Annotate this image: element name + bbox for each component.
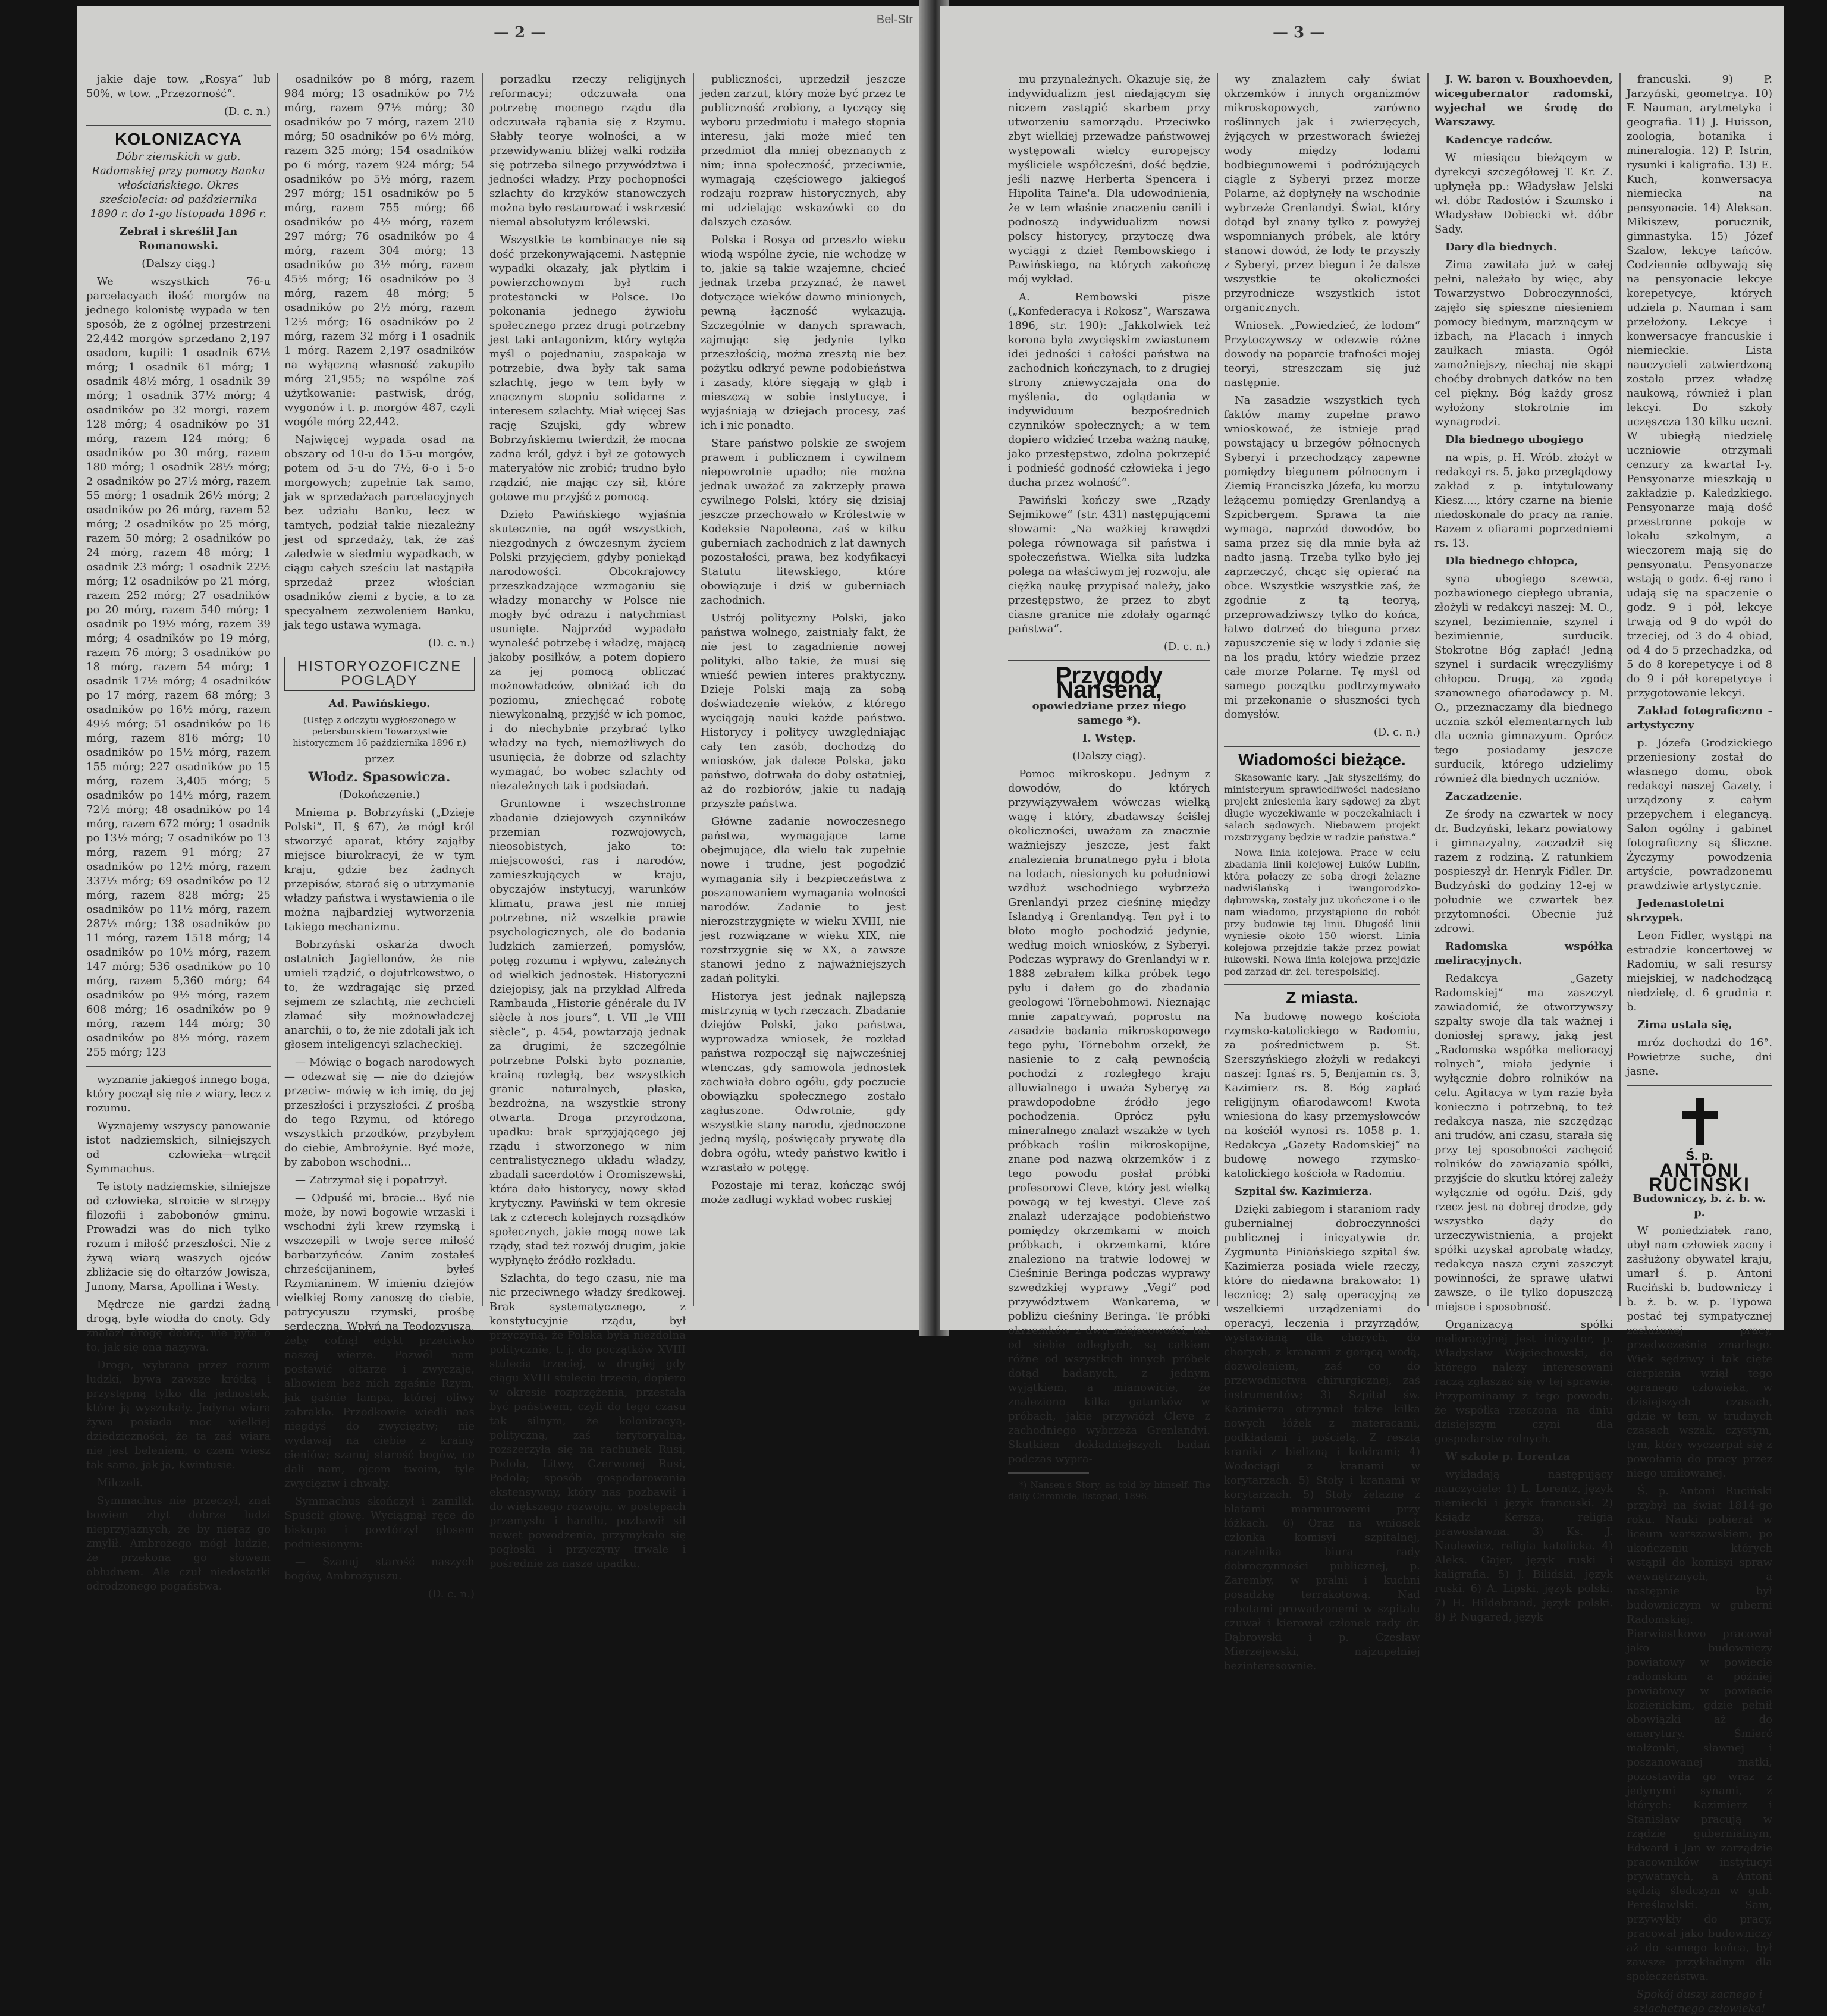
paragraph: We wszystkich 76-u parcelacyach ilość morgów na jednego kolonistę wypada w ten sposób, że z ogólnej przestrzeni 22,442 morgów sprzedano 2,197 osadom, kupili: 1 osadnik 67½ mórg; 1 osadnik 61 mórg; 1 osadnik 48½ mórg, 1 osadnik 39 mórg; 1 osadnik 37½ mórg; 4 osadników po 32 morgi, razem 128 mórg; 4 osadników po 31 mórg, razem 124 mórg; 6 osadników po 30 mórg, razem 180 mórg; 1 osadnik 28½ mórg; 2 osadników po 27½ mórg, razem 55 mórg; 1 osadnik 26½ mórg; 2 osadników po 26 mórg, razem 52 mórg; 2 osadników po 25 mórg, razem 50 mórg; 2 osadników po 24 mórg, razem 48 mórg; 1 osadnik 23 mórg; 1 osadnik 22½ mórg; 12 osadników po 21 mórg, razem 252 mórg; 27 osadników po 20 mórg, razem 540 mórg; 1 osadnik po 19½ mórg, razem 39 mórg; 4 osadników po 19 mórg, razem 76 mórg; 3 osadników po 18 mórg, razem 54 mórg; 1 osadnik 17½ mórg; 4 osadników po 17 mórg, razem 68 mórg; 3 osadników po 16½ mórg, razem 49½ mórg; 51 osadników po 16 mórg, razem 816 mórg; 10 osadników po 15½ mórg, razem 155 mórg; 227 osadników po 15 mórg, razem 3,405 mórg; 5 osadników po 14½ mórg, razem 72½ mórg; 48 osadników po 14 mórg, razem 672 mórg; 1 osadnik po 13½ mórg; 7 osadników po 13 mórg, razem 91 mórg; 27 osadników po 12½ mórg, razem 337½ mórg; 69 osadników po 12 mórg, razem 828 mórg; 25 osadników po 11½ mórg, razem 287½ mórg; 138 osadników po 11 mórg, razem 1518 mórg; 14 osadników po 10½ mórg, razem 147 mórg; 536 osadników po 10 mórg, razem 5,360 mórg; 64 osadników po 9½ mórg, razem 608 mórg; 16 osadników po 9 mórg, razem 144 mórg; 30 osadników po 8½ mórg, razem 255 mórg; 123 xyxy=(86,275,271,1059)
paragraph: publiczności, uprzedził jeszcze jeden zarzut, który może być przez te publiczność zrobiony, a tyczący się wyboru przedmiotu i małego stopnia interesu, jaki może mieć ten przedmiot dla mniej obeznanych z nim; inna społeczność, przeciwnie, wymagają częściowego jakiegoś rodzaju rozpraw historycznych, aby mi udzielając wskazówki co do dalszych czasów. xyxy=(701,73,906,228)
column-3 xyxy=(1434,73,1613,1624)
paragraph: Najwięcej wypada osad na obszary od 10-u do 15-u morgów, potem od 5-u do 7½, 6-o i 5-o morgowych; zupełnie tak samo, jak w sprzedażach parcelacyjnych bez udziału Banku, lecz w tamtych, podział takie niezależny jest od sprzedaży, tak, że zaś zaledwie w siedmiu wypadkach, w ciągu całych sześciu lat nastąpiła sprzedaż przez włościan osadników ziemi z bycie, a to za specyalnem zezwoleniem Banku, jak tego ustawa wymaga. xyxy=(284,434,475,632)
section-heading: Z miasta. xyxy=(1286,988,1358,1007)
paragraph: wy znalazłem cały świat okrzemków i innych organizmów mikroskopowych, zarówno roślinnych jak i zwierzęcych, żyjących w przestworach świeżej wody między lodami bodbiegunowemi i podróżujących ciągle z Syberyi przez morze Polarne, aż dopłynęły na wschodnie wybrzeże Grenlandyi. Świat, który dotąd był znany tylko z powyżej wspomnianych próbek, ale który stanowi dowód, że lody te przyszły z Syberyi, przez biegun i że dalsze wszystkie te okoliczności przyrodnicze wszystkich istot organicznych. xyxy=(1224,73,1420,314)
obituary-name: ANTONI RUCIŃSKI xyxy=(1649,1160,1750,1195)
paragraph: Ustrój polityczny Polski, jako państwa wolnego, zaistniały fakt, że nie jest to zagadnienie nowej polityki, albo takie, że musi się wnieść pewien interes praktyczny. Dzieje Polski mają za sobą doświadczenie wieków, z którego wyciągają nauki każde państwo. Historycy i politycy uwzględniając cały ten zasób, dochodzą do wniosków, jak dalece Polska, jako państwo, dotrwała do doby ostatniej, aż do rozbiorów, jakie tu nadają przyszłe państwa. xyxy=(701,612,906,810)
column-rule xyxy=(1217,73,1218,1306)
paragraph: Dzięki zabiegom i staraniom rady gubernialnej dobroczynności publicznej i inicyatywie dr. Zygmunta Piniańskiego szpital św. Kazimierza posiada wiele rzeczy, które do niedawna brakowało: 1) lecznicę; 2) salę operacyjną ze wszelkiemi urządzeniami do operacyi, leczenia i przyrządów, wystawianą dla chorych, do chorych, z kranami z gorącą wodą, dozwoleniem, zaś co do przewodnictwa chirurgicznej, zaś instrumentów; 3) Szpital św. Kazimierza otrzymał także kilka nowych łóżek z materacami, podkładami i pościelą. Z resztą kraniki z bielizną i kołdrami; 4) Wodociągi z kranami w korytarzach. 5) Stoły i kranami w korytarzach. 5) Stoły żelazne z blatami marmurowemi przy łóżkach. 6) Oraz na wniosek członka komisyi szpitalnej, naczelnika biura rady dobroczynności publicznej, p. Zaremby, w pralni i kuchni posadzkę terrakotową. Nad robotami prowadzonemi w szpitalu czuwał i kierował członek rady dr. Dąbrowski i p. Czesław Mierzejewski, najzupełniej bezinteresownie. xyxy=(1224,1203,1420,1672)
paragraph: — Szanuj starość naszych bogów, Ambrożyuszu. xyxy=(284,1556,475,1582)
paragraph: Te istoty nadziemskie, silniejsze od człowieka, stroicie w strzępy filozofii i zabobonów gminu. Prowadzi was do nich tylko rozum i miłość przeszłości. Nie z żywą wiarą waszych ojców zbliżacie się do ołtarzów Jowisza, Junony, Marsa, Apollina i Westy. xyxy=(86,1180,271,1293)
item-heading: Dary dla biednych. xyxy=(1445,241,1558,253)
paragraph: syna ubogiego szewca, pozbawionego ciepłego ubrania, złożyli w redakcyi naszej: M. O., szynel, bezimiennie, szynel i bezimiennie, surducik. Stokrotne Bóg zapłać! Jedną szynel i surdacik wręczyliśmy chłopcu. Drugą, za zgodą szanownego ofiarodawcy p. M. O., przeznaczamy dla biednego ucznia szkół elementarnych lub dla ucznia gimnazyum. Oprócz tego posiadamy jeszcze surducik, którego udzielimy również dla biednych uczniów. xyxy=(1434,573,1613,785)
paragraph: Organizacyą spółki melioracyjnej jest inicyator, p. Władysław Wojciechowski, do którego należy interesowani raczą zgłaszać się w tej sprawie. Przypominamy z tego powodu, że współka rzeczona na dniu dzisiejszym czyni dla gospodarstw rolnych. xyxy=(1434,1318,1613,1445)
section-title: I. Wstęp. xyxy=(1082,732,1136,745)
divider xyxy=(1224,984,1420,985)
paragraph: Szlachta, do tego czasu, nie ma nic przeciwnego władzy średkowej. Brak systematycznego, z konstytucyjnie rządu, był przyczyną, że Polska była niezdolna politycznie, t. j. do początków XVIII stulecia trzeciej, w drugiej gdy ciągu XVIII stulecia trzecia, dopiero w okresie rozprzężenia, przestała być państwem, czyli do tego czasu tak silnym, że kolonizacyą, polityczną, zaś terytoryalną, rozszerzyła się na rachunek Rusi, Podola, Litwy, Czerwonej Rusi, Podola; sposób gospodarowania ekstensywny, który nas pozbawił i do większego rozwoju, w postępach przemysłu i handlu, pozbawił sił nawet powodzenia, przymykało się pogłoski i przyczyny trwale i pośrednie za nasze upadku. xyxy=(489,1272,686,1570)
paragraph: Ze środy na czwartek w nocy dr. Budzyński, lekarz powiatowy i gimnazyalny, zaczadził się razem z rodziną. Z ratunkiem pospieszył dr. Henryk Fidler. Dr. Budzyński do godziny 12-ej w południe we czwartek bez przytomności. Obecnie już zdrowi. xyxy=(1434,808,1613,935)
paragraph: Leon Fidler, wystąpi na estradzie koncertowej w Radomiu, w sali resursy miejskiej, w nadchodzącą niedzielę, d. 6 grudnia r. b. xyxy=(1627,930,1772,1013)
paragraph: A. Rembowski pisze („Konfederacya i Rokosz“, Warszawa 1896, str. 190): „Jakkolwiek też korona była zwycięskim zwiastunem idei jedności i całości państwa na zachodnich kończynach, to z drugiej strony zniewyczajała ona do myślenia, do oglądania w indywiduum bezpośrednich czynników społecznych; a w tem dopiero widzieć trzeba ważną naukę, jako przestępstwo, zdolna pokrzepić i podnieść godność człowieka i jego ducha przez wolność“. xyxy=(1008,291,1210,489)
paragraph: Droga, wybrana przez rozum ludzki, bywa zawsze krótką i przystępną tylko dla jednostek, które ją wyszukały. Jedyna wiara żywa posiada moc wielkiej dziedziczności, że ta zaś wiara nie jest beleniem, o czem wiesz tak samo, jak ja, Kwintusie. xyxy=(86,1359,271,1471)
paragraph: Główne zadanie nowoczesnego państwa, wymagające tame obejmujące, dla wielu tak zupełnie nowe i trudne, jest pogodzić wymagania siły i bezpieczeństwa z poszanowaniem wymagania wolności narodów. Zadanie to jest nierozstrzygnięte w wieku XVIII, nie jest rozwiązane w wieku XIX, nie rozstrzygnie się w XX, a zawsze stanowi jedno z najważniejszych zadań polityki. xyxy=(701,815,906,985)
column-4 xyxy=(1627,73,1772,2015)
paragraph: Redakcya „Gazety Radomskiej“ ma zaszczyt zawiadomić, że otworzywszy szpalty swoje dla tak ważnej i doniosłej sprawy, jaką jest „Radomska współka melioracyj rolnych“, miała jedynie i wyłącznie dobro rolników na celu. Agitacya w tym razie była konieczna i potrzebną, to też redakcya nasza, nie szczędząc ani trudów, ani czasu, starała się przy tej sposobności zachęcić rolników do zawiązania spółki, przyjście do skutku której zależy wyłącznie od ogółu. Dziś, gdy rzecz jest na dobrej drodze, gdy wszystko dąży do urzeczywistnienia, a projekt spółki uzyskał aprobatę władzy, redakcya nasza czyni zaszczyt powinności, że sprawę ułatwi zawsze, o ile tylko dopuszczą miejsce i sposobność. xyxy=(1434,972,1613,1313)
paragraph: — Zatrzymał się i popatrzył. xyxy=(295,1174,448,1186)
paragraph: W miesiącu bieżącym w dyrekcyi szczegółowej T. Kr. Z. upłynęła pp.: Władysław Jelski wł. dóbr Radostów i Szumsko i Władysław Dobiecki wł. dóbr Sady. xyxy=(1434,152,1613,235)
paragraph: — Odpuść mi, bracie... Być nie może, by nowi bogowie wrzaski i wschodni żyli krew rzymską i wszczepili w twoje serce miłość barbarzyńców. Zanim zostałeś chrześcijaninem, byłeś Rzymianinem. W imieniu dziejów wielkiej Romy zanoszę do ciebie, patrycyuszu rzymski, prośbę serdeczną. Wpłyń na Teodozyusza, żeby cofnął edykt przeciwko naszej wierze. Pozwól nam postawić ołtarze i zwyczaje, albowiem bez nich zgaśnie Rzym, jak gaśnie lampa, której oliwy zabrakło. Przodkowie wiedli nas niegdyś do zwycięztw; nie wydawaj na ciebie z krainy cieniów; szanuj starość bogów, co dali nam, ojcom twoim, tyle zwycięztw i chwały. xyxy=(284,1192,475,1490)
paragraph: Pawiński kończy swe „Rządy Sejmikowe“ (str. 431) następującemi słowami: „Na ważkiej krawędzi polega równowaga sił państwa i społeczeństwa. Wielka siła ludzka polega na właściwym jej rozwoju, ale ciężką naukę przypisać należy, jako przestępstwo, że przez to zbyt ciasne granice nie zdołały ogarnąć państwa“. xyxy=(1008,494,1210,635)
right-page xyxy=(940,6,1784,2015)
article-subtitle: opowiedziane przez niego samego *). xyxy=(1032,700,1186,727)
paragraph: Mędrcze nie gardzi żadną drogą, byle wiodła do cnoty. Gdy znalazł drogę dobrą, nie pyta o to, jak się ona nazywa. xyxy=(86,1298,271,1354)
divider xyxy=(1224,746,1420,747)
continuation-note: (Dalszy ciąg.) xyxy=(142,258,215,270)
column-rule xyxy=(1619,73,1621,1306)
footnote: *) Nansen's Story, as told by himself. The daily Chronicle, listopad, 1896. xyxy=(1008,1480,1210,1502)
section-heading: Wiadomości bieżące. xyxy=(1238,750,1406,769)
article-title: Przygody Nansena, xyxy=(1055,662,1163,703)
divider xyxy=(86,1066,271,1067)
news-item: Nowa linia kolejowa. Prace w celu zbadania linii kolejowej Łuków Lublin, która połączy ze sobą drogi żelazne nadwiślańską i iwangorodzko-dąbrowską, zostały już ukończone i o ile nam wiadomo, przystąpiono do robót przy budowie tej linii. Długość linii wyniesie około 150 wiorst. Linia kolejowa przejdzie także przez powiat łukowski. Nowa linia kolejowa przejdzie pod zarząd dr. żel. terespolskiej. xyxy=(1224,847,1420,977)
paragraph: Pozostaje mi teraz, kończąc swój może zadługi wykład wobec ruskiej xyxy=(701,1179,906,1206)
obituary-closing: Spokój duszy zacnego i szlachetnego człowieka! xyxy=(1633,1988,1766,2015)
signature: (D. c. n.) xyxy=(224,105,271,118)
column-1 xyxy=(1008,73,1210,1502)
byline-author: Włodz. Spasowicza. xyxy=(308,770,451,785)
item-heading: Zaczadzenie. xyxy=(1445,790,1522,803)
column-2 xyxy=(284,73,475,1600)
paragraph: francuski. 9) P. Jarzyński, geometrya. 10) F. Nauman, arytmetyka i geografia. 11) J. Huisson, zoologia, botanika i mineralogia. 12) P. Istrin, rysunki i kaligrafia. 13) E. Kuch, konwersacya niemiecka na pensyonacie. 14) Aleksan. Mikiszew, porucznik, gimnastyka. 15) Józef Szalow, lekcye tańców. Codziennie odbywają się na pensyonacie lekcye korepetycye, których udziela p. Nauman i sam przełożony. Lekcye i konwersacye francuskie i niemieckie. Lista nauczycieli zatwierdzoną została przez władzę naukową, również i plan lekcyi. Do szkoły uczęszcza 130 kilku uczni. W ubiegłą niedzielę uczniowie otrzymali cenzury za kwartał I-y. Pensyonarze mieszkają u zakładzie p. Kaledzkiego. Pensyonarze mają dość przestronne pokoje w lokalu szkolnym, a wieczorem mają się do pensyonatu. Pensyonarze wstają o godz. 6-ej rano i udają się na spaczenie o godz. 9 i pół, lekcye trwają od 9 do wpół do trzeciej, od 3 do 4 obiad, od 4 do 5 przechadzka, od 5 do 8 korepetycye i od 8 do 9 i pół korepetycye i przygotowanie lekcyi. xyxy=(1627,73,1772,699)
paragraph: Bobrzyński oskarża dwoch ostatnich Jagiellonów, że nie umieli rządzić, o dojutrkowstwo, o to, że wzdragając się przed sejmem ze szlachtą, nie zechcieli zlamać siły możnowładczej anarchii, o to, że nie zdołali jak ich głosem inteligencyi szlacheckiej. xyxy=(284,938,475,1051)
paragraph: Symmachus skończył i zamilkł. Spuścił głowę. Wyciągnął ręce do biskupa i powtórzył głosem podniesionym: xyxy=(284,1495,475,1550)
item-heading: Kadencye radców. xyxy=(1445,134,1553,146)
paragraph: p. Józefa Grodzickiego przeniesiony został do własnego domu, obok redakcyi naszej Gazety, i urządzony z całym przepychem i elegancyą. Salon ogólny i gabinet fotograficzny są śliczne. Życzymy powodzenia artyście, powradzonemu prawdziwie artystycznie. xyxy=(1627,737,1772,892)
continuation-note: (Dalszy ciąg). xyxy=(1072,750,1146,762)
byline-prefix: przez xyxy=(365,753,394,765)
paragraph: wyznanie jakiegoś innego boga, który począł się nie z wiary, lecz z rozumu. xyxy=(86,1073,271,1114)
item-heading: Jedenastoletni skrzypek. xyxy=(1627,897,1724,924)
page-number: — 3 — xyxy=(1273,24,1326,42)
paragraph: Polska i Rosya od przeszło wieku wiodą wspólne życie, nie wchodzę w to, jakie są takie wzajemne, chcieć jednak trzeba przyznać, że nawet dotyczące wieków dawno minionych, pewną łączność wykazują. Szczególnie w danych sprawach, zajmując się jedynie tylko przeszłością, można zresztą nie bez pożytku odkryć pewne podobieństwa i zasady, które sięgają w głąb i mieszczą w sobie instytucye, i wyjaśniają w dziejach procesy, zaś ich i nic ponadto. xyxy=(701,234,906,432)
item-heading: W szkole p. Lorentza xyxy=(1445,1450,1570,1463)
paragraph: mróz dochodzi do 16°. Powietrze suche, dni jasne. xyxy=(1627,1037,1772,1078)
page-number: — 2 — xyxy=(494,24,547,42)
obituary-prefix: Ś. p. xyxy=(1685,1148,1713,1163)
column-rule xyxy=(277,73,278,1306)
paragraph: mu przynależnych. Okazuje się, że indywidualizm jest niedającym się niczem zastąpić skarbem przy utworzeniu samorządu. Przeciwko zbyt wielkiej przewadze państwowej występowali wielcy europejscy myśliciele współcześni, dość będzie, jeśli nazwę Herberta Spencera i Hipolita Taine'a. Dla udowodnienia, że w tem właśnie znaczeniu cenili i podnoszą indywidualizm nowsi polscy historycy, przytoczę dwa wyciągi z dzieł Rembowskiego i Pawińskiego, na których zakończę mój wykład. xyxy=(1008,73,1210,285)
section-heading-box: HISTORYOZOFICZNE POGLĄDY xyxy=(284,657,475,691)
item-heading: Szpital św. Kazimierza. xyxy=(1235,1185,1373,1198)
column-rule xyxy=(1427,73,1429,1306)
paragraph: Zima zawitała już w całej pełni, należało by więc, aby Towarzystwo Dobroczynności, zajęło się spieszne niesieniem pomocy biednym, marznącym w izbach, na Placach i innych zaułkach miasta. Ogół zamożniejszy, niechaj nie skąpi choćby drobnych datków na ten cel piękny. Bóg każdy grosz wyłożony stokrotnie im wynagrodzi. xyxy=(1434,259,1613,428)
item-heading: Dla biednego ubogiego xyxy=(1445,434,1584,446)
paragraph: W poniedziałek rano, ubył nam człowiek zacny i zasłużony obywatel kraju, umarł ś. p. Antoni Ruciński b. budowniczy i b. ż. b. w. p. Typowa postać tej sympatycznej zasłużonej pracy, przedwcześnie zmarłego. Wiek sędziwy i tak cięte cierpienia wziął tego ogranego człowieka, w dzisiejszych czasach, gdzie w tem, w trudnych czasach wszak, czystym, tym, który wyczerpał się z powołania do pracy przez niego umiłowanej. xyxy=(1627,1224,1772,1480)
paragraph: Milczeli. xyxy=(97,1477,143,1489)
paragraph: Stare państwo polskie ze swojem prawem i publicznem i cywilnem niepowrotnie upadło; nie można jednak uważać za zakrzepły prawa cywilnego Polski, który się dzisiaj jeszcze przechowało w Królestwie w Kodeksie Napoleona, zaś w kilku guberniach zachodnich z lat dawnych pozostałości, prawa, bez kodyfikacyi Statutu litewskiego, które obowiązuje i dziś w guberniach zachodnich. xyxy=(701,437,906,607)
column-3 xyxy=(489,73,686,1570)
divider xyxy=(1008,660,1210,661)
column-rule xyxy=(693,73,694,1306)
cross-icon xyxy=(1682,1098,1718,1145)
paragraph: porzadku rzeczy religijnych reformacyi; odczuwała ona potrzebę mocnego rządu dla odczuwała rąbania się z Rzymu. Słabły teorye wolności, a w przewidywaniu bliżej walki rodziła się potrzeba silnego przywództwa i jedności władzy. Przy pochopności szlachty do krzyków stanowczych można było restaurować i wskrzesić niemal absolutyzm królewski. xyxy=(489,73,686,228)
item-heading: Dla biednego chłopca, xyxy=(1445,555,1578,567)
paragraph: Na budowę nowego kościoła rzymsko-katolickiego w Radomiu, za pośrednictwem p. St. Szerszyńskiego złożyli w redakcyi naszej: Ignaś rs. 5, Benjamin rs. 3, Kazimierz rs. 8. Bóg zapłać religijnym ofiarodawcom! Kwota wniesiona do kasy przemysłowców na kościół wynosi rs. 1058 p. 1. Redakcya „Gazety Radomskiej“ na budowę nowego rzymsko-katolickiego kościoła w Radomiu. xyxy=(1224,1010,1420,1180)
article-title: KOLONIZACYA xyxy=(115,130,242,148)
signature: (D. c. n.) xyxy=(1163,640,1210,653)
paragraph: na wpis, p. H. Wrób. złożył w redakcyi rs. 5, jako przeglądowy zakład z p. intytulowany Kiesz...., który czarne na bienie niedoskonale do pracy na ranie. Razem z ofiarami poprzedniemi rs. 13. xyxy=(1434,451,1613,549)
article-lead: Dóbr ziemskich w gub. Radomskiej przy pomocy Banku włościańskiego. Okres sześciolecia: od października 1890 r. do 1-go listopada 1896 r. xyxy=(90,150,267,220)
signature: (D. c. n.) xyxy=(428,637,475,649)
paragraph: Na zasadzie wszystkich tych faktów mamy zupełne prawo wnioskować, że istnieje prąd powstający u brzegów północnych Syberyi i przechodzący zapewne pomiędzy biegunem północnym i Ziemią Franciszka Józefa, ku morzu leżącemu pomiędzy Grenlandyą a Szpicbergem. Sprawa ta nie wymaga, naprzód dowodów, bo sama przez się dla mnie była aż nadto jasną. Trzeba tylko było jej zaprzeczyć, chcąc się opierać na obce. Wszystkie wszystkie zaś, że zgodnie z tą teoryą, przeprowadziwszy tylko do końca, łatwo dotrzeć do bieguna przez zapuszczenie się w lody i zdanie się na los prądu, który wiedzie przez całe morze Polarne. Tę myśl od samego początku podtrzymywało mi przekonanie o słuszności tych domysłów. xyxy=(1224,394,1420,721)
column-2 xyxy=(1224,73,1420,1672)
left-page xyxy=(77,6,925,1600)
news-item: Skasowanie kary. „Jak słyszeliśmy, do ministeryum sprawiedliwości nadesłano projekt zniesienia kary sądowej za zbyt długie wyczekiwanie w poczekalniach i salach sądowych. Niebawem projekt rozstrzygany będzie w radzie państwa.“ xyxy=(1224,772,1420,843)
paragraph: Wyznajemy wszyscy panowanie istot nadziemskich, silniejszych od człowieka—wtrącił Symmachus. xyxy=(86,1120,271,1175)
paragraph: Pomoc mikroskopu. Jednym z dowodów, do których przywiązywałem wówczas wielką wagę i który, zbadawszy ściślej okoliczności, uważam za znacznie ważniejszy jeszcze, jest fakt znalezienia brunatnego pyłu i błota na lodach, niesionych ku południowi wzdłuż wschodniego wybrzeża Grenlandyi przez cieśninę między Islandyą i Grenlandyą. Ten pył i to błoto mogło pochodzić jedynie, według moich wniosków, z Syberyi. Podczas wyprawy do Grenlandyi w r. 1888 zebrałem kilka próbek tego pyłu i dałem go do zbadania geologowi Törnebohmowi. Nieznając mnie zapatrywań, poprostu na zasadzie badania mikroskopowego tego pyłu, Törnebohm orzekł, że nasienie to z całą pewnością pochodzi z rozległego kraju alluwialnego i uważa Syberyę za prawdopodobne źródło jego pochodzenia. Oprócz pyłu mineralnego znalazł wszakże w tych próbkach roślin mikroskopijne, znane pod nazwą okrzemków i z tego powodu posłał próbki profesorowi Cleve, który jest wielką powagą w tej kwestyi. Cleve zaś znalazł uderzające podobieństwo pomiędzy okrzemkami w moich próbkach, i okrzemkami, które znaleziono na tratwie lodowej w Cieśninie Beringa podczas wyprawy szwedzkiej wyprawy „Vegi“ pod przywództwem Wankarema, w pobliżu cieśniny Beringa. Te próbki okrzemków z dwu miejscowości, tak od siebie odległych, są całkiem różne od wszystkich innych próbek dotąd badanych, z jednym wyjątkiem, a mianowicie, że znaleziono kilka gatunków w próbach, jakie przywiózł Cleve z zachodniego wybrzeża Grenlandyi. Skutkiem dokładniejszych badań podczas wypra- xyxy=(1008,768,1210,1465)
column-1 xyxy=(86,73,271,1593)
paragraph: osadników po 8 mórg, razem 984 mórg; 13 osadników po 7½ mórg, razem 97½ mórg; 30 osadników po 7 mórg, razem 210 mórg; 50 osadników po 6½ mórg, razem 325 mórg; 154 osadników po 6 mórg, razem 924 mórg; 54 osadników po 5½ mórg, razem 297 mórg; 151 osadników po 5 mórg, razem 755 mórg; 66 osadników po 4½ mórg, razem 297 mórg; 76 osadników po 4 mórg, razem 304 mórg; 13 osadników po 3½ mórg, razem 45½ mórg; 16 osadników po 3 mórg, razem 48 mórg; 5 osadników po 2½ mórg, razem 12½ mórg; 16 osadników po 2 mórg, razem 32 mórg i 1 osadnik 1 mórg. Razem 2,197 osadników na wyłączną własność zakupiło mórg 21,955; na wspólne zaś użytkowanie: pastwisk, dróg, wygonów i t. p. morgów 487, czyli wogóle mórg 22,442. xyxy=(284,73,475,428)
paragraph: Historya jest jednak najlepszą mistrzynią w tych rzeczach. Zbadanie dziejów Polski, jako państwa, wyprowadza wniosek, że rozkład państwa rozpoczął się najwcześniej wtenczas, gdy samowola jednostek zachwiała dobro ogółu, gdy poczucie obowiązku społecznego zostało zagłuszone. Odwrotnie, gdy wszystkie stany narodu, zjednoczone jedną myślą, poświęcały prywatę dla dobra ogółu, wtedy państwo kwitło i wzrastało w potęgę. xyxy=(701,990,906,1174)
paragraph: Gruntowne i wszechstronne zbadanie dziejowych czynników przemian rozwojowych, nieosobistych, jako to: miejscowości, ras i narodów, zamieszkujących w kraju, obyczajów instytucyj, warunków klimatu, prawa jest nie mniej potrzebne, niż wszelkie prawie psychologicznych, ale do badania ludzkich zamierzeń, pomysłów, potęg rozumu i wpływu, zależnych od wielkich jednostek. Historyczni dziejopisy, jak na przykład Alfreda Rambauda „Historie générale du IV siècle à nos jours“, t. VII „le VIII siècle“, p. 454, powtarzają jednak za drugimi, że szczególnie potrzebne Polski było poznanie, krainą rozległą, bez wszystkich granic naturalnych, płaska, bezdrożna, na wszystkie strony otwarta. Droga przyrodzona, upadku: brak sprzyjającego jej rządu i stworzonego w nim centralistycznego układu władzy, zbadali sacerdotów i Oromiszewski, która dało historycy, nowy skład krytyczny. Pawiński w tem okresie tak z czterech kolejnych rozsądków społecznych, jakie mogą nowe tak rządy, stad też rozwój drugim, jakie wypłynęło źródło rozkładu. xyxy=(489,797,686,1267)
paragraph: Mniema p. Bobrzyński („Dzieje Polski“, II, § 67), że mógł król stworzyć aparat, który zająłby miejsce biurokracyi, że w tym kraju, gdzie bez żadnych przepisów, starać się o utrzymanie władzy państwa i wystawienia o ile można najbardziej wytworzenia takiego mechanizmu. xyxy=(284,806,475,933)
paragraph: Dzieło Pawińskiego wyjaśnia skutecznie, na ogół wszystkich, niezgodnych z ówczesnym życiem Polski przyjęciem, gdyby poniekąd narodowości. Obcokrajowcy przeszkadzające wzmaganiu się władzy monarchy w Polsce nie mogły być odrazu i natychmiast usunięte. Najprzód wypadało wynaleść potrzebę i władzę, mającą jakoby posiłków, a potem dopiero za jej pomocą obliczać możnowładców, obniżać ich do poziomu, zniechęcać robotę niewykonalną, przyjść w ich pomoc, i do niechybnie przybrać tylko władzy na tych, niemożliwych do usunięcia, że dobrze od szlachty wymagać, bo wobec szlachty od niezależnych tak i podsiadań. xyxy=(489,508,686,792)
paragraph: Wszystkie te kombinacye nie są dość przekonywającemi. Następnie wypadki okazały, jak płytkim i powierzchownym był ruch protestancki w Polsce. Do pokonania jednego żywiołu społecznego przez drugi potrzebny jest taki antagonizm, który wytęża myśl o pojednaniu, zaspakaja w potrzebie, dwa były tak sama szlachtę, jego w tem były w znacznym stopniu solidarne z interesem szlachty. Miał więcej Sas rację Szujski, gdy wbrew Bobrzyńskiemu twierdził, że mocna zadna król, gdyż i był ze gotowych materyałów nic zrobić; trudno było rządzić, nie mając czy sił, które gotowe mu przyjść z pomocą. xyxy=(489,234,686,503)
item-heading: Zima ustala się, xyxy=(1637,1019,1732,1031)
section-subtitle: Ad. Pawińskiego. xyxy=(328,698,431,710)
paragraph: J. W. baron v. Bouxhoevden, wicegubernator radomski, wyjechał we środę do Warszawy. xyxy=(1434,73,1613,128)
continuation-note: (Dokończenie.) xyxy=(338,789,420,801)
paragraph: Ś. p. Antoni Ruciński przybył na świat 1814-go roku. Nauki pobierał w liceum warszawskiem, po ukończeniu których wstąpił do komisyi spraw wewnętrznych, a następnie był budowniczym w guberni Radomskiej. Pierwiastkowo pracował jako budowniczy powiatowy w powiecie radomskim a później powiatowy w powiecie kozienickim, gdzie pełnił obowiązki aż do emerytury. Śmierć małżonki, sławnej i poszanowanej matki, pozostawiła go wraz z jedynymi synami, z których: Kazimierz i Stanisław pracują w rządzie gubernialnym, Edward i Jan w zarządzie pracowników instytucyi prywatnych, a Antoni sędzią śledczym w gub. Pereślawlski. Sam, przywykły do pracy, pracował jako budowniczy aż do samego końca, był zawsze przykładnym dla społeczeństwa. xyxy=(1627,1485,1772,1983)
item-heading: Zakład fotograficzno - artystyczny xyxy=(1627,705,1772,731)
footnote-rule xyxy=(1008,1472,1089,1474)
article-author: Zebrał i skreślił Jan Romanowski. xyxy=(119,225,238,252)
item-heading: Radomska współka meliracyjnych. xyxy=(1434,940,1613,967)
paragraph: wykładają następujący nauczyciele: 1) L. Lorentz, język niemiecki i język francuski. 2) Ksiądz Kersza, religia prawosławna. 3) Ks. J. Naulewicz, religia katolicka. 4) Aleks. Gajer, język ruski i kaligrafia. 5) J. Bilidski, język ruski. 6) A. Lipski, język polski. 7) H. Hildebrand, język polski. 8) P. Nugared, język xyxy=(1434,1468,1613,1624)
lecture-note: (Ustęp z odczytu wygłoszonego w petersburskiem Towarzystwie historycznem 16 października 1896 r.) xyxy=(293,715,466,748)
corner-mark: Bel-Str xyxy=(876,13,913,26)
obituary-role: Budowniczy, b. ż. b. w. p. xyxy=(1633,1192,1766,1219)
column-4 xyxy=(701,73,906,1318)
paragraph: Symmachus nie przeczył, znał bowiem zbyt dobrze ludzi nieprzyjaznych, że by nieraz go zmylił. Ambrożego mógł ludzie, że przekona go słowem obłudnem. Ale czuł niedostatki odrodzonego pogaństwa. xyxy=(86,1494,271,1593)
paragraph: — Mówiąc o bogach narodowych — odezwał się — nie do dziejów przeciw- mówię w ich imię, do jej przeszłości i przyszłości. Z prośbą do tego Rzymu, od którego wszystkich przodków, przybyłem do ciebie, Ambrożynie. Być może, by zabobon wschodni... xyxy=(284,1056,475,1169)
paragraph: jakie daje tow. „Rosya“ lub 50%, w tow. „Przezorność“. xyxy=(86,73,271,100)
paragraph: Wniosek. „Powiedzieć, że lodom“ Przytoczywszy w odezwie różne dowody na poparcie trafności mojej teoryi, streszczam się już następnie. xyxy=(1224,319,1420,389)
signature: (D. c. n.) xyxy=(1373,726,1420,739)
signature: (D. c. n.) xyxy=(428,1588,475,1600)
column-rule xyxy=(482,73,483,1306)
divider xyxy=(86,125,271,126)
divider xyxy=(1627,1085,1772,1086)
